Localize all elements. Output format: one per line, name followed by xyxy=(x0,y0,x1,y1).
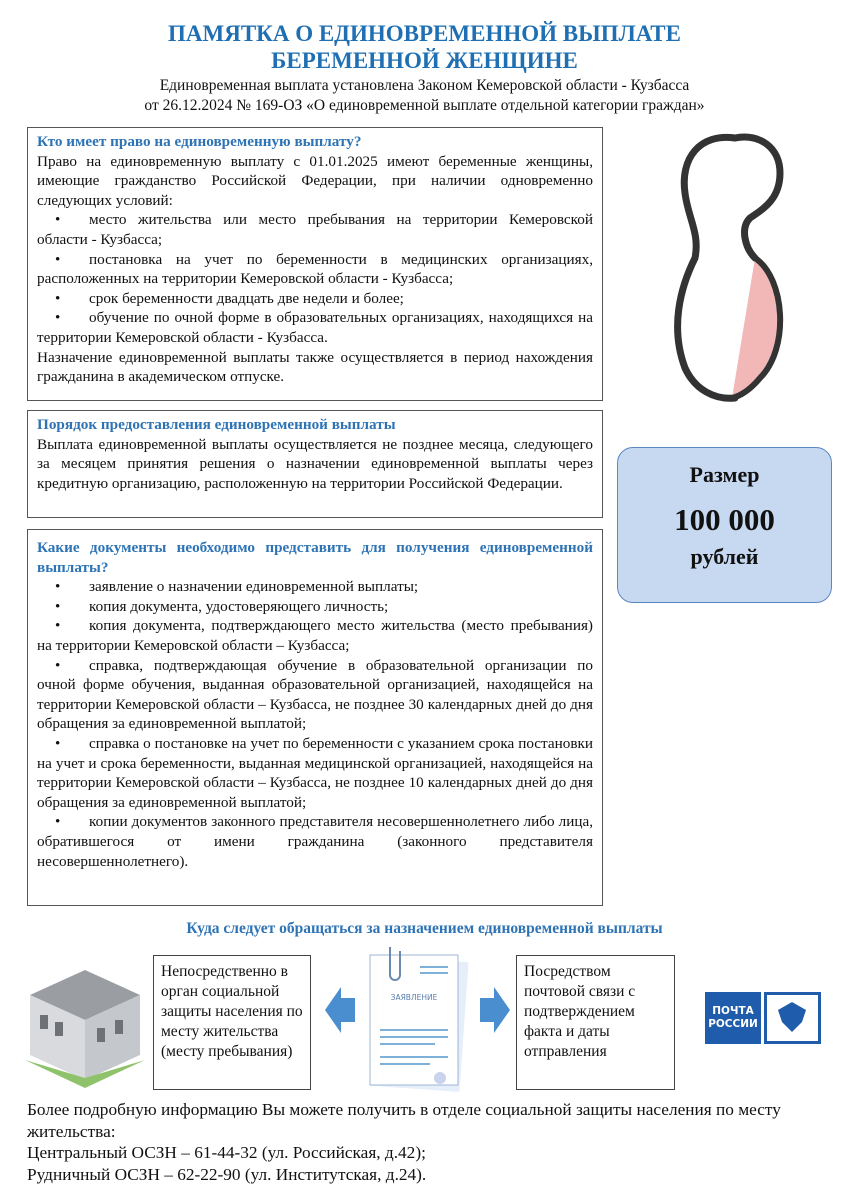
list-item: • справка, подтверждающая обучение в образовательной организации по очной форме обучения, выданная образовательной организацией, находящейся на территории Кемеровской области – Кузбасса, не позднее 30 календарных дней до дня обращения за единовременной выплатой; xyxy=(37,656,593,733)
arrow-left-icon xyxy=(325,985,355,1035)
page-title xyxy=(0,20,849,74)
title-line: БЕРЕМЕННОЙ ЖЕНЩИНЕ xyxy=(271,48,578,73)
section-text: Назначение единовременной выплаты также осуществляется в период нахождения гражданина в академическом отпуске. xyxy=(37,348,593,386)
where-heading: Куда следует обращаться за назначением единовременной выплаты xyxy=(186,920,663,937)
document-label: ЗАЯВЛЕНИЕ xyxy=(390,993,438,1002)
contact-rudnichny: Рудничный ОСЗН – 62-22-90 (ул. Институтская, д.24). xyxy=(27,1164,427,1184)
subtitle-line: от 26.12.2024 № 169-ОЗ «О единовременной выплате отдельной категории граждан» xyxy=(144,97,705,114)
amount-unit: рублей xyxy=(690,544,759,569)
section-heading: Какие документы необходимо представить для получения единовременной выплаты? xyxy=(37,539,593,576)
section-heading: Кто имеет право на единовременную выплату? xyxy=(37,133,362,150)
list-item: • копия документа, удостоверяющего личность; xyxy=(55,597,389,615)
option-office-box: Непосредственно в орган социальной защиты населения по месту жительства (месту пребывания) xyxy=(153,955,311,1090)
subtitle-line: Единовременная выплата установлена Законом Кемеровской области - Кузбасса xyxy=(159,77,690,94)
list-item: • срок беременности двадцать две недели и более; xyxy=(55,289,404,307)
contact-central: Центральный ОСЗН – 61-44-32 (ул. Российская, д.42); xyxy=(27,1143,426,1162)
building-icon xyxy=(25,960,145,1090)
list-item: • место жительства или место пребывания на территории Кемеровской области - Кузбасса; xyxy=(37,211,593,248)
application-document-icon xyxy=(360,945,472,1100)
option-post-box: Посредством почтовой связи с подтверждением факта и даты отправления xyxy=(516,955,675,1090)
pregnant-woman-illustration xyxy=(640,128,820,403)
amount-label: Размер xyxy=(689,462,760,487)
post-logo-text: ПОЧТА РОССИИ xyxy=(705,992,761,1044)
russian-post-logo xyxy=(705,992,821,1044)
documents-section xyxy=(27,529,603,906)
section-text: Право на единовременную выплату с 01.01.2025 имеют беременные женщины, имеющие гражданство Российской Федерации, при наличии одновременно следующих условий: xyxy=(37,152,593,209)
subtitle xyxy=(0,76,849,116)
amount-value: 100 000 xyxy=(674,502,775,537)
list-item: • постановка на учет по беременности в медицинских организациях, расположенных на территории Кемеровской области - Кузбасса; xyxy=(37,250,593,288)
list-item: • копии документов законного представителя несовершеннолетнего либо лица, обратившегося от имени гражданина (законного представителя несовершеннолетнего). xyxy=(37,813,593,870)
footer-text: Более подробную информацию Вы можете получить в отделе социальной защиты населения по месту жительства: xyxy=(27,1100,781,1141)
footer-info xyxy=(27,1099,827,1185)
list-item: • копия документа, подтверждающего место жительства (место пребывания) на территории Кемеровской области – Кузбасса; xyxy=(37,617,593,654)
arrow-right-icon xyxy=(480,985,510,1035)
eagle-emblem-icon xyxy=(764,992,821,1044)
list-item: • заявление о назначении единовременной выплаты; xyxy=(55,578,419,596)
eligibility-section xyxy=(27,127,603,401)
section-heading: Порядок предоставления единовременной выплаты xyxy=(37,416,396,433)
list-item: • справка о постановке на учет по беременности с указанием срока постановки на учет и срока беременности, выданная медицинской организацией, находящейся на территории Кемеровской области – Кузбасса, не позднее 10 календарных дней до дня обращения за единовременной выплатой; xyxy=(37,734,593,811)
list-item: • обучение по очной форме в образовательных организациях, находящихся на территории Кемеровской области - Кузбасса. xyxy=(37,309,593,346)
procedure-section xyxy=(27,410,603,518)
section-text: Выплата единовременной выплаты осуществляется не позднее месяца, следующего за месяцем принятия решения о назначении единовременной выплаты через кредитную организацию, расположенную на территории Российской Федерации. xyxy=(37,435,593,492)
title-line: ПАМЯТКА О ЕДИНОВРЕМЕННОЙ ВЫПЛАТЕ xyxy=(168,21,681,46)
amount-box xyxy=(617,447,832,603)
